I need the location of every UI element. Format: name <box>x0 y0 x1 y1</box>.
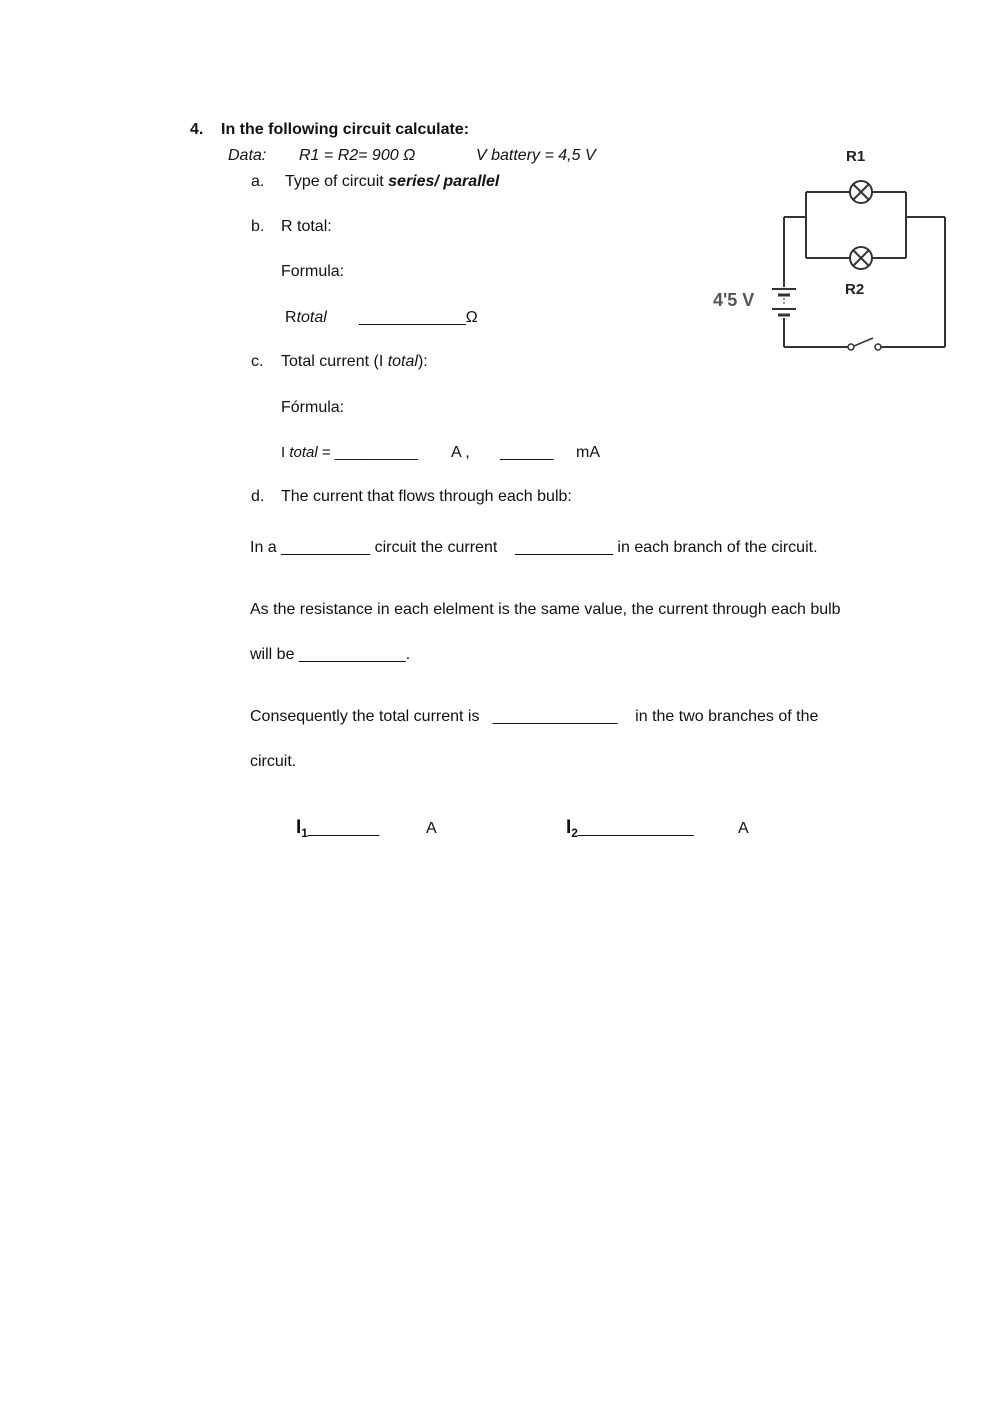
part-c-text <box>281 352 428 372</box>
part-c-text-italic: total <box>387 353 418 370</box>
p1-blank-1[interactable]: __________ <box>281 539 371 556</box>
p1-text-1: In a <box>250 539 282 556</box>
data-battery: V battery = 4,5 V <box>476 147 596 164</box>
p1-text-2: circuit the current <box>370 539 502 556</box>
paragraph-1 <box>250 538 818 558</box>
question-title: In the following circuit calculate: <box>221 121 470 138</box>
p2-blank[interactable]: ____________ <box>298 646 406 663</box>
part-a-text: Type of circuit <box>285 173 389 190</box>
part-b-letter: b. <box>251 218 265 235</box>
paragraph-2-line-2 <box>250 645 410 665</box>
itotal-unit-a: A , <box>451 444 470 461</box>
i1-answer[interactable] <box>296 818 379 843</box>
bulb-r2-icon <box>850 247 872 269</box>
circuit-diagram <box>700 140 960 365</box>
itotal-unit-ma: mA <box>576 444 600 461</box>
i2-blank[interactable]: _____________ <box>577 820 694 837</box>
part-d-letter: d. <box>251 488 265 505</box>
part-a-line <box>285 172 499 192</box>
part-c-letter: c. <box>251 353 264 370</box>
battery-label: 4'5 V <box>713 290 755 310</box>
part-c-formula-label: Fórmula: <box>281 399 345 416</box>
i1-subscript: 1 <box>301 826 308 841</box>
i1-letter: I <box>296 817 302 838</box>
i2-answer[interactable] <box>566 818 694 843</box>
itotal-italic: total <box>289 444 318 461</box>
i2-subscript: 2 <box>571 826 578 841</box>
p1-text-3: in each branch of the circuit. <box>612 539 818 556</box>
part-b-formula-label: Formula: <box>281 263 345 280</box>
part-c-text-prefix: Total current (I <box>281 353 388 370</box>
p2-suffix: . <box>405 646 411 663</box>
part-c-text-suffix: ): <box>417 353 428 370</box>
part-a-options: series/ parallel <box>388 173 500 190</box>
r2-label: R2 <box>845 281 865 298</box>
p2-prefix: will be <box>250 646 299 663</box>
itotal-prefix: I <box>281 444 290 461</box>
p3-text-2: in the two branches of the <box>630 708 819 725</box>
rtotal-blank[interactable]: ____________ <box>359 309 466 326</box>
i2-unit: A <box>738 820 749 837</box>
p1-blank-2[interactable]: ___________ <box>515 539 613 556</box>
i1-unit: A <box>426 820 437 837</box>
itotal-line[interactable] <box>281 443 418 463</box>
part-d-text: The current that flows through each bulb: <box>281 488 572 505</box>
r1-label: R1 <box>846 148 866 165</box>
rtotal-unit: Ω <box>465 309 478 326</box>
rtotal-italic: total <box>296 309 327 326</box>
p3-text-1: Consequently the total current is <box>250 708 484 725</box>
bulb-r1-icon <box>850 181 872 203</box>
part-a-letter: a. <box>251 173 265 190</box>
data-resistors: R1 = R2= 900 Ω <box>299 147 416 164</box>
rtotal-answer[interactable] <box>359 308 478 328</box>
part-b-text: R total: <box>281 218 332 235</box>
paragraph-3-line-2: circuit. <box>250 753 297 770</box>
rtotal-label <box>285 308 327 328</box>
i2-letter: I <box>566 817 572 838</box>
i1-blank[interactable]: ________ <box>307 820 380 837</box>
itotal-ma-blank[interactable]: ______ <box>500 444 554 461</box>
paragraph-3-line-1 <box>250 707 818 727</box>
p3-blank[interactable]: ______________ <box>492 708 618 725</box>
data-label: Data: <box>228 147 267 164</box>
question-number: 4. <box>190 121 204 138</box>
switch-icon <box>848 338 881 350</box>
paragraph-2-line-1: As the resistance in each elelment is the same value, the current through each bulb <box>250 601 841 618</box>
rtotal-prefix: R <box>285 309 297 326</box>
battery-icon <box>772 289 796 315</box>
circuit-wires <box>784 192 945 347</box>
itotal-blank[interactable]: = __________ <box>317 444 419 461</box>
